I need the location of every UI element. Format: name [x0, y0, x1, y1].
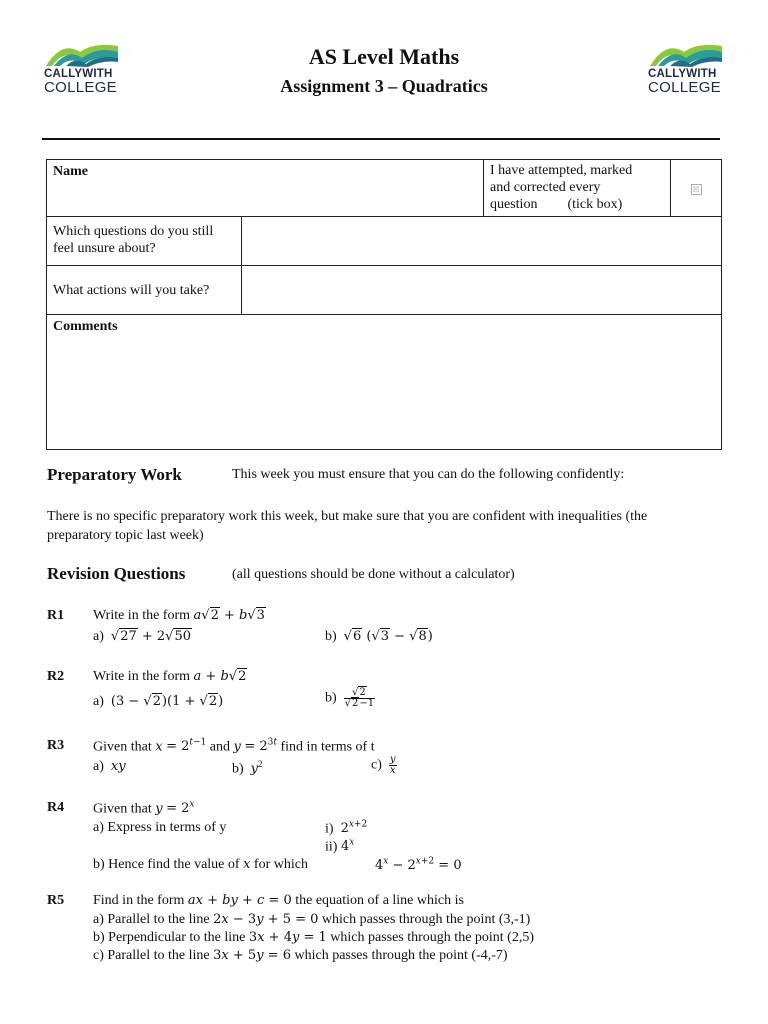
question-number: R2 — [47, 669, 65, 684]
self-assessment-table — [46, 159, 722, 450]
r5-part-b: b) Perpendicular to the line 3x + 4y = 1 which passes through the point (2,5) — [93, 930, 535, 945]
page-subtitle: Assignment 3 – Quadratics — [280, 76, 488, 96]
question-number: R4 — [47, 800, 65, 815]
r1-part-a: a) √27 + 2√50 — [93, 629, 191, 644]
r4-prompt: Given that $y = 2^x$ — [93, 800, 195, 817]
r5-prompt: Find in the form ax + by + c = 0 the equation of a line which is — [93, 893, 464, 908]
page-title: AS Level Maths — [308, 44, 460, 69]
name-label: Name — [53, 164, 88, 179]
header-divider — [42, 138, 720, 140]
r1-prompt: Write in the form a√2 + b√3 — [93, 608, 265, 623]
question-number: R1 — [47, 608, 65, 623]
r5-part-c: c) Parallel to the line 3x + 5y = 6 which passes through the point (-4,-7) — [93, 948, 508, 963]
prep-body-line2: preparatory topic last week) — [47, 528, 204, 543]
revision-note: (all questions should be done without a calculator) — [232, 567, 515, 582]
r1-part-b: b) √6 (√3 − √8) — [325, 629, 433, 644]
logo-text-line1: CALLYWITH — [44, 68, 113, 80]
unsure-line1: Which questions do you still — [53, 224, 214, 239]
unsure-line2: feel unsure about? — [53, 241, 156, 256]
actions-label-cell — [47, 266, 242, 315]
r3-part-c: c) $\frac{y}{x}$ — [371, 754, 396, 776]
prep-heading: Preparatory Work — [47, 465, 182, 484]
r5-part-a: a) Parallel to the line 2x − 3y + 5 = 0 which passes through the point (3,-1) — [93, 912, 531, 927]
r3-prompt: Given that $x = 2^{t-1}$ and $y = 2^{3t}$ find in terms of t — [93, 738, 375, 755]
fraction: $\frac{y}{x}$ — [389, 754, 396, 776]
prep-intro: This week you must ensure that you can do the following confidently: — [232, 467, 625, 482]
attempted-line3b: (tick box) — [567, 197, 623, 212]
comments-label: Comments — [53, 319, 118, 334]
logo-text-line2: COLLEGE — [44, 79, 117, 96]
tick-box-icon[interactable]: ☒ — [692, 184, 700, 194]
logo-text-line2: COLLEGE — [648, 79, 721, 96]
r3-part-a: a) xy — [93, 759, 126, 774]
unsure-answer-cell[interactable] — [242, 217, 722, 266]
actions-answer-cell[interactable] — [242, 266, 722, 315]
fraction: $\frac{√2}{√2-1}$ — [344, 687, 375, 709]
r2-part-a: a) (3 − √2)(1 + √2) — [93, 694, 224, 709]
actions-label: What actions will you take? — [53, 282, 210, 298]
r3-part-b: b) $y^2$ — [232, 759, 263, 777]
prep-body-line1: There is no specific preparatory work this week, but make sure that you are confident with inequalities (the — [47, 509, 648, 524]
attempted-line1: I have attempted, marked — [490, 163, 633, 178]
comments-cell[interactable] — [47, 315, 722, 450]
r2-part-b: b) $\frac{√2}{√2-1}$ — [325, 687, 375, 709]
r4-equation: $4^x - 2^{x+2} = 0$ — [375, 857, 462, 874]
r2-prompt: Write in the form a + b√2 — [93, 669, 247, 684]
attempted-line2: and corrected every — [490, 180, 601, 195]
tick-box-cell[interactable] — [671, 160, 722, 217]
r4-part-b: b) Hence find the value of x for which — [93, 857, 308, 872]
revision-heading: Revision Questions — [47, 564, 186, 583]
r4-part-a-ii: ii) 4$^x$ — [325, 838, 355, 855]
question-number: R3 — [47, 738, 65, 753]
prep-body — [47, 507, 647, 545]
attempted-line3a: question — [490, 197, 538, 212]
question-number: R5 — [47, 893, 65, 908]
r4-part-a: a) Express in terms of y — [93, 820, 227, 835]
unsure-label-cell — [47, 217, 242, 266]
r4-part-a-i: i) $2^{x+2}$ — [325, 820, 368, 837]
name-cell[interactable] — [47, 160, 484, 217]
logo-text-line1: CALLYWITH — [648, 68, 717, 80]
attempted-label-cell — [484, 160, 671, 217]
